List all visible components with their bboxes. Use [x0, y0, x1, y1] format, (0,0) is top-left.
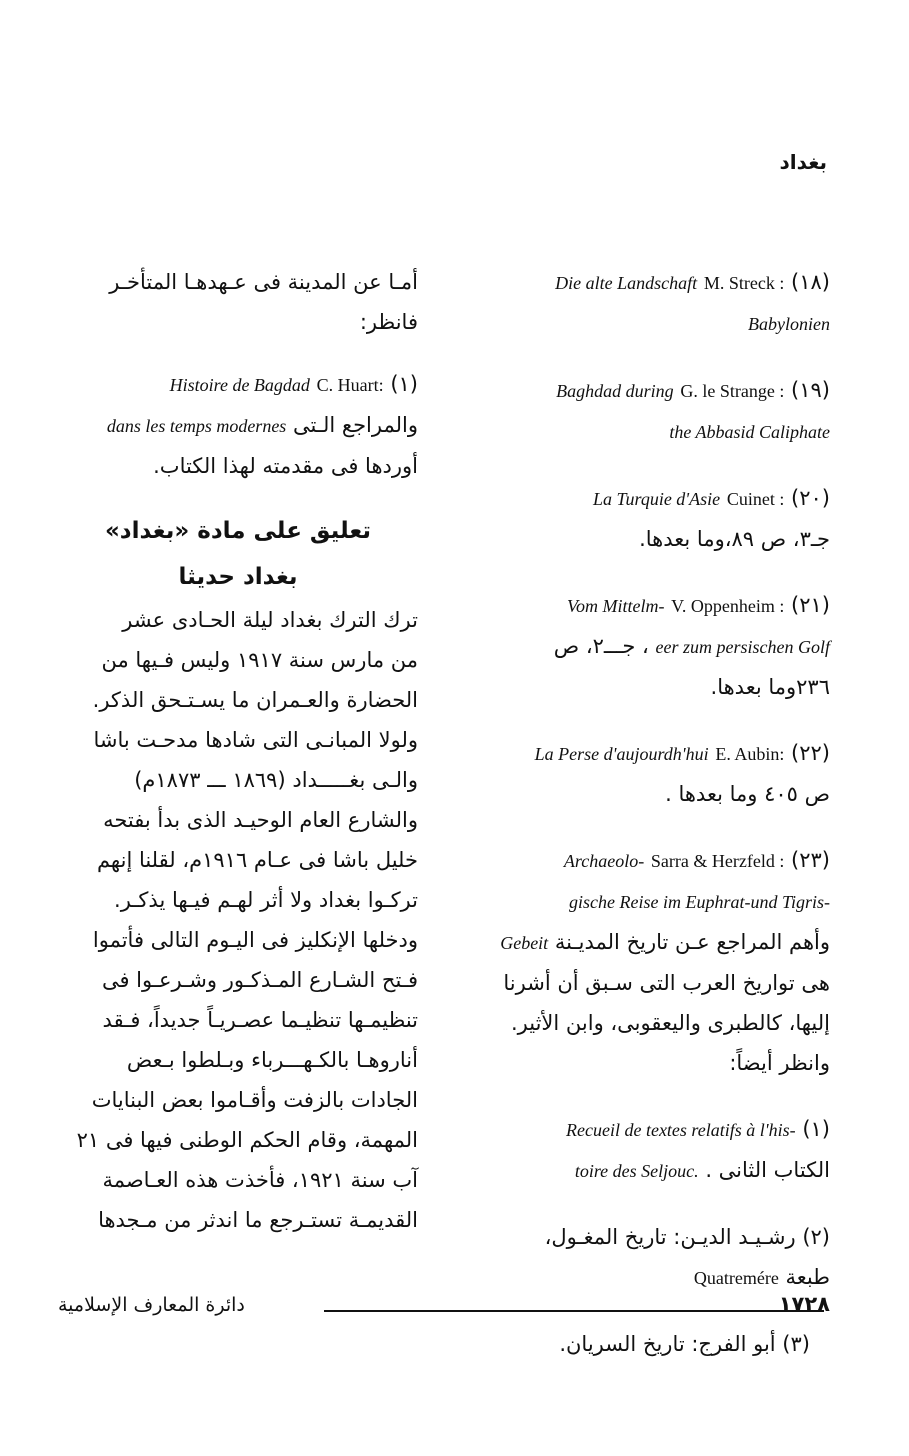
- reference-title: dans les temps modernes: [106, 416, 287, 436]
- body-line: إليها، كالطبرى واليعقوبى، وابن الأثير.: [510, 1011, 830, 1035]
- reference-line: [470, 585, 830, 626]
- left-column: [58, 262, 418, 1240]
- reference-arabic: ، جـــ٢، ص: [553, 634, 649, 658]
- body-line: فـتح الشـارع المـذكـور وشـرعـوا فى: [101, 968, 418, 992]
- reference-number: (٢١): [791, 593, 830, 617]
- reference-title: toire des Seljouc.: [574, 1161, 699, 1181]
- reference-line: [470, 1109, 830, 1150]
- body-line: الجادات بالزفت وأقـاموا بعض البنايات: [91, 1088, 418, 1112]
- reference-entry: [470, 733, 830, 814]
- reference-author: V. Oppenheim :: [671, 596, 785, 616]
- reference-title: the Abbasid Caliphate: [669, 422, 830, 442]
- reference-title: Histoire de Bagdad: [169, 375, 310, 395]
- body-line: من مارس سنة ١٩١٧ وليس فـيها من: [101, 648, 418, 672]
- reference-line: [470, 881, 830, 922]
- reference-title: La Turquie d'Asie: [592, 489, 721, 509]
- body-line: هى تواريخ العرب التى سـبق أن أشرنا: [503, 971, 830, 995]
- right-column: [470, 262, 830, 1364]
- body-line: أناروهـا بالكـهـــرباء وبـلطوا بـعض: [126, 1048, 418, 1072]
- body-line: القديمـة تستـرجع ما اندثر من مـجدها: [98, 1208, 418, 1232]
- reference-title: eer zum persischen Golf: [655, 637, 830, 657]
- reference-author: Sarra & Herzfeld :: [650, 851, 785, 871]
- reference-title: Babylonien: [748, 314, 830, 334]
- reference-arabic: الكتاب الثانى .: [705, 1158, 830, 1182]
- reference-entry: [470, 840, 830, 1083]
- body-line: الحضارة والعـمران ما يسـتـحق الذكر.: [92, 688, 418, 712]
- reference-title: Baghdad during: [556, 381, 674, 401]
- body-line: تنظيمـها تنظيـما عصـريـاً جديداً، فـقد: [102, 1008, 418, 1032]
- reference-line: [470, 626, 830, 667]
- reference-line: [470, 262, 830, 303]
- reference-line: [470, 303, 830, 344]
- reference-number: (١٨): [791, 270, 830, 294]
- running-head: بغداد: [779, 150, 827, 174]
- reference-author: E. Aubin:: [715, 744, 785, 764]
- reference-line: [470, 922, 830, 963]
- intro-line: أمـا عن المدينة فى عـهدهـا المتأخـر: [109, 270, 418, 294]
- reference-entry: [470, 1217, 830, 1298]
- reference-entry: [470, 478, 830, 559]
- body-line: ولولا المبانـى التى شادها مدحـت باشا: [93, 728, 418, 752]
- reference-entry: (٣) أبو الفرج: تاريخ السريان.: [559, 1332, 810, 1356]
- intro-line: فانظر:: [359, 310, 418, 334]
- body-line: المهمة، وقام الحكم الوطنى فيها فى ٢١: [76, 1128, 418, 1152]
- reference-line: (٢) رشـيـد الديـن: تاريخ المغـول،: [544, 1225, 830, 1249]
- reference-title: gische Reise im Euphrat-und Tigris-: [569, 892, 830, 912]
- reference-entry: [470, 370, 830, 452]
- reference-entry: [470, 585, 830, 707]
- reference-number: (٢٠): [791, 486, 830, 510]
- reference-author: G. le Strange :: [680, 381, 785, 401]
- reference-arabic: جـ٣، ص ٨٩،وما بعدها.: [639, 527, 830, 551]
- journal-title: دائرة المعارف الإسلامية: [58, 1294, 245, 1316]
- reference-line: [470, 478, 830, 519]
- reference-arabic: أوردها فى مقدمته لهذا الكتاب.: [153, 454, 418, 478]
- reference-title: Die alte Landschaft: [555, 273, 698, 293]
- reference-arabic: والمراجع الـتى: [293, 413, 418, 437]
- page-footer: [58, 1290, 830, 1330]
- body-line: والـى بغـــــداد (١٨٦٩ ـــ ١٨٧٣م): [134, 768, 418, 792]
- reference-line: [470, 411, 830, 452]
- reference-author: Cuinet :: [726, 489, 785, 509]
- body-line: تركـوا بغداد ولا أثر لهـم فيـها يذكـر.: [114, 888, 418, 912]
- section-subheading: بغداد حديثا: [178, 564, 298, 590]
- body-line: وانظر أيضاً:: [729, 1051, 830, 1075]
- body-line: ودخلها الإنكليز فى اليـوم التالى فأتموا: [92, 928, 418, 952]
- body-text: [58, 600, 418, 1240]
- reference-title: Archaeolo-: [563, 851, 645, 871]
- body-line: ترك الترك بغداد ليلة الحـادى عشر: [122, 608, 418, 632]
- reference-title: Vom Mittelm-: [567, 596, 665, 616]
- reference-author: C. Huart:: [316, 375, 384, 395]
- reference-arabic: ص ٤٠٥ وما بعدها .: [665, 782, 830, 806]
- reference-entry: [58, 364, 418, 405]
- reference-title: La Perse d'aujourdh'hui: [534, 744, 709, 764]
- body-line: والشارع العام الوحيـد الذى بدأ بفتحه: [103, 808, 418, 832]
- reference-number: (١): [802, 1117, 830, 1141]
- reference-line: [470, 840, 830, 881]
- reference-arabic: ٢٣٦وما بعدها.: [710, 675, 830, 699]
- reference-number: (٢٢): [791, 741, 830, 765]
- reference-title: Quatremére: [693, 1268, 779, 1288]
- reference-line: [470, 370, 830, 411]
- reference-number: (١٩): [791, 378, 830, 402]
- reference-entry: [470, 262, 830, 344]
- reference-entry: [470, 1109, 830, 1191]
- reference-entry: [58, 405, 418, 446]
- body-line: خليل باشا فى عـام ١٩١٦م، لقلنا إنهم: [96, 848, 418, 872]
- reference-title: Gebeit: [500, 933, 549, 953]
- reference-number: (١): [390, 372, 418, 396]
- reference-line: [470, 733, 830, 774]
- section-heading: تعليق على مادة «بغداد»: [104, 518, 372, 544]
- page-number: ١٧٢٨: [778, 1292, 830, 1316]
- reference-author: M. Streck :: [703, 273, 785, 293]
- body-line: آب سنة ١٩٢١، فأخذت هذه العـاصمة: [102, 1168, 418, 1192]
- reference-title: Recueil de textes relatifs à l'his-: [566, 1120, 796, 1140]
- reference-line: [470, 1150, 830, 1191]
- footer-rule: [324, 1310, 824, 1312]
- reference-arabic: وأهم المراجع عـن تاريخ المديـنة: [554, 930, 830, 954]
- reference-number: (٢٣): [791, 848, 830, 872]
- reference-arabic: طبعة: [785, 1265, 830, 1289]
